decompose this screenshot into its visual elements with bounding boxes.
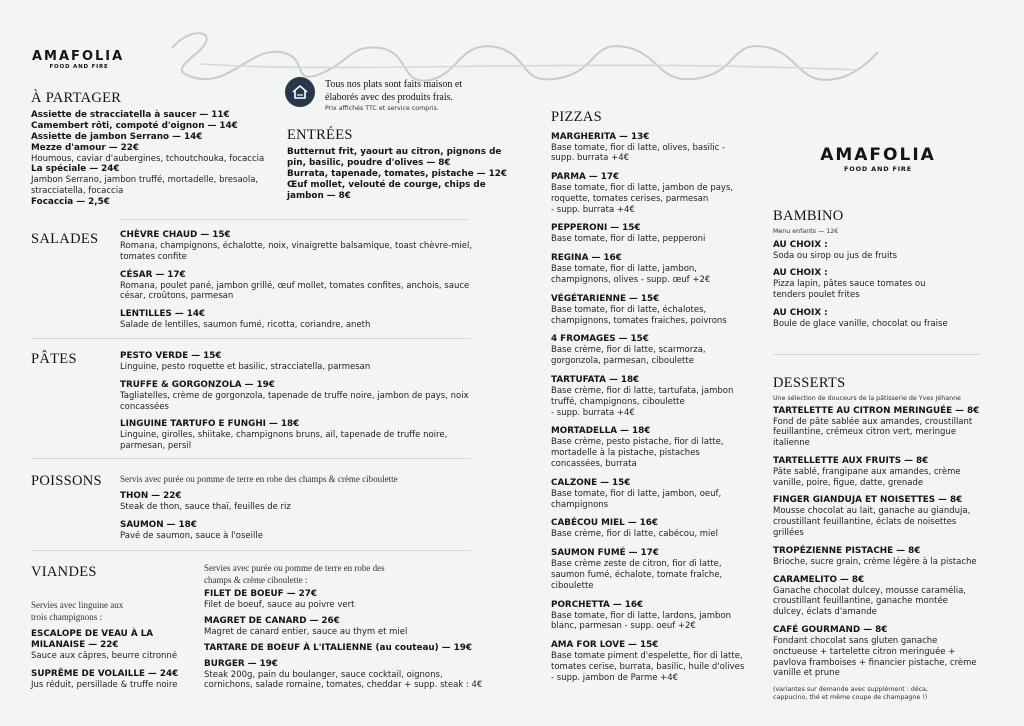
item-desc: Brioche, sucre grain, crème légère à la pistache: [773, 556, 977, 567]
menu-item: [204, 589, 484, 611]
item-desc: Base tomate piment d'espelette, fior di latte,: [551, 651, 743, 662]
menu-item: [120, 309, 480, 331]
menu-item: [551, 375, 756, 418]
menu-item: [551, 294, 756, 327]
item-name: SAUMON FUMÉ — 17€: [551, 548, 659, 559]
item-desc: Steak de thon, sauce thaï, feuilles de riz: [120, 502, 291, 512]
menu-item: Œuf mollet, velouté de courge, chips de: [287, 179, 486, 190]
item-desc: Ganache chocolat dulcey, mousse caramélia,: [773, 585, 966, 596]
item-desc: Base tomate, fior di latte, jambon de pays,: [551, 183, 734, 194]
brand-logo-left: [32, 50, 126, 70]
viandes-note-right: Servies avec purée ou pomme de terre en robe des: [204, 563, 385, 573]
menu-item-desc: Houmous, caviar d'aubergines, tchoutchouka, focaccia: [31, 153, 265, 164]
item-name: TARTARE DE BOEUF À L'ITALIENNE (au couteau) — 19€: [204, 642, 472, 653]
section-title: DESSERTS: [773, 375, 846, 391]
brand-tagline: FOOD AND FIRE: [49, 64, 109, 70]
bambino-subtitle: Menu enfants — 12€: [773, 227, 839, 235]
item-desc: parmesan, persil: [120, 441, 192, 452]
item-name: FILET DE BOEUF — 27€: [204, 589, 317, 599]
item-name: MILANAISE — 22€: [31, 640, 119, 650]
item-desc: Base crème zeste de citron, fior di latte,: [551, 559, 722, 570]
desserts-subtitle: Une sélection de douceurs de la pâtisserie de Yves Jéhanne: [773, 394, 961, 402]
menu-item: Assiette de jambon Serrano — 14€: [31, 131, 203, 142]
item-desc: Jus réduit, persillade & truffe noire: [31, 679, 178, 690]
section-entrees: [287, 128, 507, 202]
brand-tagline: FOOD AND FIRE: [844, 165, 912, 173]
item-desc: Mousse chocolat au lait, ganache au gianduja,: [773, 506, 971, 517]
menu-item: La spéciale — 24€: [31, 164, 120, 175]
menu-item: [773, 625, 988, 679]
item-desc: Linguine, girolles, shiitake, champignons bruns, ail, tapenade de truffe noire,: [120, 430, 448, 441]
section-a-partager: [31, 91, 281, 208]
item-desc: Linguine, pesto roquette et basilic, stracciatella, parmesan: [120, 362, 371, 372]
item-desc: italienne: [773, 438, 810, 449]
section-title: BAMBINO: [773, 208, 844, 224]
section-title-salades: SALADES: [31, 231, 99, 247]
pizza-list: [551, 132, 756, 684]
item-name: SUPRÊME DE VOLAILLE — 24€: [31, 668, 179, 679]
menu-item: Burrata, tapenade, tomates, pistache — 12€: [287, 168, 507, 179]
item-name: LENTILLES — 14€: [120, 309, 206, 320]
item-name: TRUFFE & GORGONZOLA — 19€: [120, 379, 275, 390]
item-desc: Romana, champignons, échalotte, noix, vinaigrette balsamique, toast chèvre-miel,: [120, 241, 473, 251]
item-desc: Soda ou sirop ou jus de fruits: [773, 250, 898, 261]
menu-item: [551, 518, 756, 540]
item-desc: Base tomate, fior di latte, jambon,: [551, 264, 698, 275]
menu-item: Mezze d'amour — 22€: [31, 142, 140, 153]
item-name: CAFÉ GOURMAND — 8€: [773, 625, 888, 636]
info-line-2: élaborés avec des produits frais.: [325, 91, 454, 103]
info-text: [325, 79, 505, 114]
item-desc: Base crème, fior di latte, tartufata, jambon: [551, 386, 734, 397]
item-name: TARTELETTE AU CITRON MERINGUÉE — 8€: [773, 405, 980, 416]
desserts-footnote: (variantes sur demande avec supplément : déca,: [773, 686, 929, 694]
menu-item: [204, 616, 484, 638]
viandes-left: [31, 599, 201, 691]
item-desc: croustillant feuillantine, éclats de noisettes: [773, 517, 957, 528]
info-icon-wrap: [285, 77, 315, 107]
item-name: PESTO VERDE — 15€: [120, 351, 222, 361]
item-desc: grillées: [773, 528, 804, 539]
menu-item: Focaccia — 2,5€: [31, 196, 110, 207]
item-desc: Base crème, pesto pistache, fior di latte,: [551, 437, 724, 448]
menu-item: [204, 659, 484, 692]
item-name: CARAMELITO — 8€: [773, 574, 865, 585]
divider: [31, 458, 471, 459]
brand-logo-right: [812, 147, 944, 173]
item-desc: Pâte sablé, frangipane aux amandes, crème: [773, 466, 961, 477]
item-name: SAUMON — 18€: [120, 519, 197, 530]
menu-item: pin, basilic, poudre d'olives — 8€: [287, 157, 451, 168]
menu-item: [551, 253, 756, 286]
item-name: AU CHOIX :: [773, 268, 828, 279]
item-desc: Base tomate, fior di latte, jambon, oeuf,: [551, 488, 722, 499]
item-desc: Base tomate, fior di latte, pepperoni: [551, 234, 706, 245]
desserts-footnote: cappucino, thé et même coupe de champagne !): [773, 694, 928, 702]
divider: [31, 550, 471, 551]
poissons-note: Servis avec purée ou pomme de terre en robe des champs & crème ciboulette: [120, 474, 398, 484]
item-name: MAGRET DE CANARD — 26€: [204, 615, 340, 626]
menu-item: [551, 548, 756, 591]
viandes-note-left: Servies avec linguine aux: [31, 600, 124, 610]
item-desc: roquette, tomates cerises, parmesan: [551, 193, 709, 204]
item-desc: Fondant chocolat sans gluten ganache: [773, 636, 938, 647]
item-name: CABÉCOU MIEL — 16€: [551, 518, 659, 529]
item-desc: ciboulette: [551, 580, 594, 591]
item-desc: dulcey, éclats d'amande: [773, 607, 877, 618]
item-name: MORTADELLA — 18€: [551, 426, 651, 437]
section-title-pates: PÂTES: [31, 351, 77, 367]
item-name: 4 FROMAGES — 15€: [551, 334, 649, 345]
item-desc: champignons, tomates fraiches, poivrons: [551, 315, 727, 326]
menu-item: Camembert rôti, compoté d'oignon — 14€: [31, 120, 238, 131]
menu-item: [551, 426, 756, 469]
menu-item: [551, 640, 756, 683]
item-name: THON — 22€: [120, 491, 182, 501]
item-desc: tomates cerise, burrata, basilic, huile d'olives: [551, 662, 745, 673]
menu-item: jambon — 8€: [287, 190, 351, 201]
item-name: AU CHOIX :: [773, 239, 828, 250]
menu-item: [120, 520, 480, 542]
menu-item: [773, 406, 988, 449]
item-desc: Pizza lapin, pâtes sauce tomates ou: [773, 279, 926, 290]
item-desc: tomates confite: [120, 251, 187, 262]
item-desc: croustillant feuillantine, ganache montée: [773, 596, 948, 607]
menu-item: [773, 268, 988, 301]
item-name: FINGER GIANDUJA ET NOISETTES — 8€: [773, 495, 963, 506]
section-title: ENTRÉES: [287, 127, 353, 143]
item-name: TROPÉZIENNE PISTACHE — 8€: [773, 545, 921, 556]
item-desc: - supp. burrata +4€: [551, 407, 635, 418]
item-desc: Base crème, fior di latte, cabécou, miel: [551, 529, 719, 540]
item-name: BURGER — 19€: [204, 658, 278, 669]
menu-item: Butternut frit, yaourt au citron, pignons de: [287, 146, 502, 157]
item-desc: Base tomate, fior di latte, lardons, jambon: [551, 610, 732, 621]
item-desc: onctueuse + tartelette citron meringuée +: [773, 646, 956, 657]
item-desc: - supp. jambon de Parme +4€: [551, 672, 679, 683]
item-desc: gorgonzola, parmesan, ciboulette: [551, 356, 694, 367]
item-desc: Base crème, fior di latte, scarmorza,: [551, 345, 706, 356]
item-name: MARGHERITA — 13€: [551, 131, 650, 142]
brand-name: AMAFOLIA: [32, 49, 125, 64]
menu-item: [773, 546, 988, 568]
item-name: CÉSAR — 17€: [120, 269, 186, 280]
menu-item: [773, 575, 988, 618]
menu-item: [31, 629, 201, 662]
item-desc: Base tomate, fior di latte, échalotes,: [551, 304, 707, 315]
item-name: AMA FOR LOVE — 15€: [551, 640, 659, 651]
item-name: TARTUFATA — 18€: [551, 375, 640, 386]
item-desc: Fond de pâte sablée aux amandes, croustillant: [773, 416, 973, 427]
item-name: CALZONE — 15€: [551, 477, 631, 488]
item-desc: pavlova framboises + financier pistache, crème: [773, 657, 977, 668]
item-desc: mortadelle à la pistache, pistaches: [551, 448, 700, 459]
menu-item: [773, 456, 988, 489]
menu-item: [551, 334, 756, 367]
menu-item: [120, 230, 480, 263]
menu-item: [120, 491, 480, 513]
divider: [120, 219, 468, 220]
item-desc: concassées, burrata: [551, 459, 637, 470]
item-desc: Magret de canard entier, sauce au thym et miel: [204, 626, 408, 637]
item-desc: Steak 200g, pain du boulanger, sauce cocktail, oignons,: [204, 669, 443, 680]
section-title-viandes: VIANDES: [31, 564, 97, 580]
item-desc: saumon fumé, échalote, tomate fraîche,: [551, 570, 723, 581]
viandes-note-left: trois champignons :: [31, 612, 102, 622]
section-pates: [120, 351, 480, 452]
item-desc: Boule de glace vanille, chocolat ou fraise: [773, 318, 948, 329]
menu-item: [551, 600, 756, 633]
item-desc: césar, croûtons, parmesan: [120, 291, 234, 302]
section-desserts: [773, 376, 988, 703]
section-bambino: [773, 209, 988, 330]
item-name: TARTELLETTE AUX FRUITS — 8€: [773, 455, 929, 466]
item-desc: vanille, poire, figue, datte, grenade: [773, 477, 924, 488]
section-title: À PARTAGER: [31, 90, 122, 106]
item-desc: vanille et prune: [773, 668, 840, 679]
divider: [31, 338, 471, 339]
divider: [773, 354, 980, 355]
item-desc: Romana, poulet pané, jambon grillé, œuf mollet, tomates confites, anchois, sauce: [120, 280, 470, 291]
menu-item: [551, 172, 756, 215]
item-name: CHÈVRE CHAUD — 15€: [120, 230, 231, 240]
info-line-3: Prix affichés TTC et service compris.: [325, 105, 439, 112]
menu-item: [31, 669, 201, 691]
item-name: LINGUINE TARTUFO E FUNGHI — 18€: [120, 419, 300, 430]
section-pizzas: [551, 110, 756, 692]
item-desc: Base tomate, fior di latte, olives, basilic -: [551, 142, 726, 153]
item-desc: - supp. burrata +4€: [551, 204, 635, 215]
menu-item: [120, 270, 480, 303]
item-desc: Salade de lentilles, saumon fumé, ricotta, coriandre, aneth: [120, 320, 371, 331]
item-desc: concassées: [120, 401, 169, 412]
section-salades: [120, 230, 480, 331]
item-desc: Sauce aux câpres, beurre citronné: [31, 651, 178, 661]
menu-item: [773, 308, 988, 330]
item-desc: feuillantine, crémeux citron vert, meringue: [773, 427, 957, 438]
item-desc: Filet de boeuf, sauce au poivre vert: [204, 600, 355, 610]
item-desc: Pavé de saumon, sauce à l'oseille: [120, 530, 263, 541]
info-line-1: Tous nos plats sont faits maison et: [325, 79, 463, 90]
item-name: PEPPERONI — 15€: [551, 223, 641, 234]
menu-item: [204, 643, 484, 654]
menu-item: [551, 478, 756, 511]
menu-item: [551, 132, 756, 165]
menu-item: [120, 419, 480, 452]
item-name: PORCHETTA — 16€: [551, 599, 644, 610]
menu-item: Assiette de stracciatella à saucer — 11€: [31, 109, 230, 120]
item-desc: blanc, parmesan - supp. oeuf +2€: [551, 621, 696, 632]
menu-item: [773, 240, 988, 262]
menu-item: [773, 495, 988, 538]
viandes-note-right: champs & crème ciboulette :: [204, 575, 308, 585]
item-desc: tenders poulet frites: [773, 290, 860, 301]
section-poissons: [120, 491, 480, 542]
viandes-right: [204, 562, 484, 691]
item-desc: champignons: [551, 499, 609, 510]
item-desc: Tagliatelles, crème de gorgonzola, tapenade de truffe noire, jambon de pays, noix: [120, 390, 469, 401]
item-desc: supp. burrata +4€: [551, 153, 630, 164]
dessert-list: [773, 406, 988, 680]
item-name: ESCALOPE DE VEAU À LA: [31, 629, 154, 639]
item-desc: cornichons, salade romaine, tomates, cheddar + supp. steak : 4€: [204, 680, 483, 691]
item-desc: truffé, champignons, ciboulette: [551, 396, 685, 407]
menu-item-desc: stracciatella, focaccia: [31, 186, 124, 197]
brand-name: AMAFOLIA: [820, 145, 936, 165]
menu-item: [551, 223, 756, 245]
menu-item: [120, 380, 480, 413]
item-desc: champignons, olives - supp. œuf +2€: [551, 275, 711, 286]
section-title: PIZZAS: [551, 109, 602, 125]
house-icon: [285, 77, 315, 107]
section-title-poissons: POISSONS: [31, 473, 102, 489]
item-name: AU CHOIX :: [773, 307, 828, 318]
item-name: REGINA — 16€: [551, 253, 622, 264]
item-name: VÉGÉTARIENNE — 15€: [551, 293, 660, 304]
menu-item-desc: Jambon Serrano, jambon truffé, mortadelle, bresaola,: [31, 175, 259, 186]
item-name: PARMA — 17€: [551, 172, 620, 183]
menu-item: [120, 351, 480, 373]
